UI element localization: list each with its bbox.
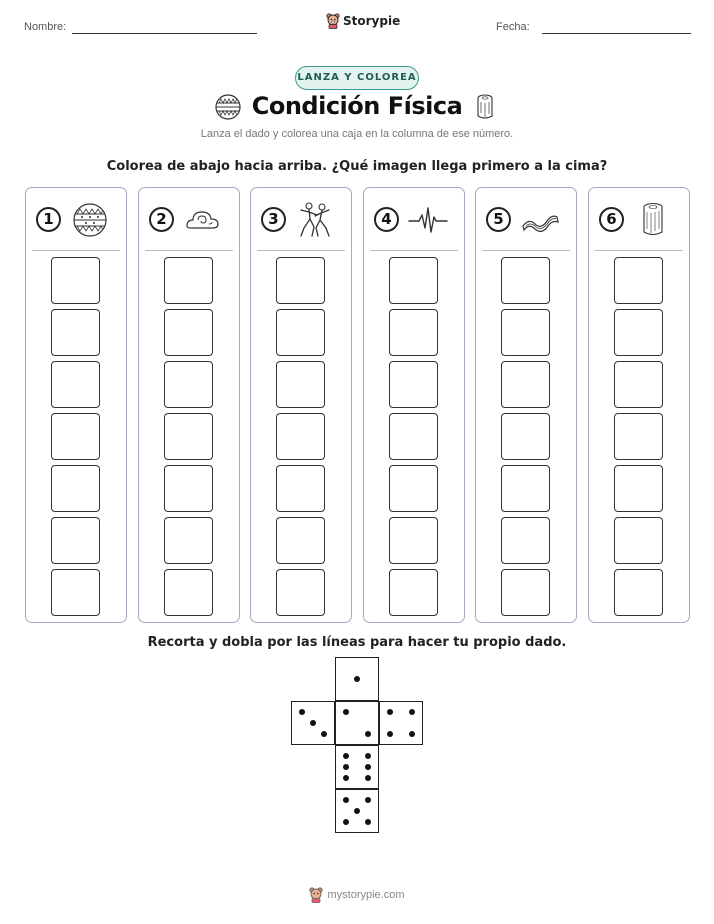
column-header [476,202,576,242]
column-6 [588,187,690,623]
coloring-box[interactable] [276,465,325,512]
die-pip [321,731,327,737]
tree-stump-icon [474,93,496,121]
coloring-box[interactable] [51,413,100,460]
tree-stump-icon [633,202,673,238]
coloring-box[interactable] [164,569,213,616]
die-pip [343,819,349,825]
column-divider [595,250,683,251]
date-line [542,33,691,34]
coloring-box[interactable] [501,517,550,564]
brand-name: Storypie [343,14,401,28]
coloring-box[interactable] [276,517,325,564]
coloring-box[interactable] [389,361,438,408]
coloring-box[interactable] [389,309,438,356]
column-header [589,202,689,242]
coloring-box[interactable] [614,413,663,460]
column-header [139,202,239,242]
coloring-box[interactable] [276,361,325,408]
cloud-swirl-icon [183,202,223,238]
coloring-box[interactable] [614,569,663,616]
column-number: 6 [599,207,624,232]
coloring-box[interactable] [614,465,663,512]
worksheet-header [0,0,714,50]
coloring-box[interactable] [614,517,663,564]
coloring-box[interactable] [276,257,325,304]
die-pip [343,775,349,781]
bacon-strip-icon [520,202,560,238]
column-5 [475,187,577,623]
coloring-box[interactable] [164,257,213,304]
coloring-box[interactable] [164,517,213,564]
column-2 [138,187,240,623]
coloring-box[interactable] [501,309,550,356]
column-3 [250,187,352,623]
name-line [72,33,257,34]
coloring-box[interactable] [389,465,438,512]
coloring-box[interactable] [164,309,213,356]
dancers-icon [295,202,335,238]
die-pip [365,764,371,770]
footer-url[interactable]: mystorypie.com [327,889,405,901]
coloring-box[interactable] [389,517,438,564]
coloring-box[interactable] [501,361,550,408]
coloring-box[interactable] [51,517,100,564]
die-pip [343,709,349,715]
column-number: 4 [374,207,399,232]
date-label: Fecha: [496,21,530,33]
die-face-3 [291,701,335,745]
die-pip [365,753,371,759]
die-face-6 [335,745,379,789]
die-face-4 [379,701,423,745]
subtitle: Lanza el dado y colorea una caja en la columna de ese número. [200,128,514,140]
column-divider [145,250,233,251]
coloring-box[interactable] [276,569,325,616]
column-divider [32,250,120,251]
heartbeat-icon [408,202,448,238]
die-pip [365,819,371,825]
column-divider [482,250,570,251]
column-divider [370,250,458,251]
die-pip [365,775,371,781]
coloring-box[interactable] [614,309,663,356]
die-pip [365,797,371,803]
coloring-box[interactable] [501,413,550,460]
coloring-box[interactable] [389,569,438,616]
die-pip [409,731,415,737]
die-face-5 [335,789,379,833]
column-number: 1 [36,207,61,232]
column-4 [363,187,465,623]
coloring-box[interactable] [51,257,100,304]
die-pip [365,731,371,737]
activity-badge: LANZA Y COLOREA [295,66,419,90]
column-number: 3 [261,207,286,232]
die-pip [343,753,349,759]
die-pip [387,709,393,715]
column-header [26,202,126,242]
die-pip [343,797,349,803]
name-label: Nombre: [24,21,67,33]
die-pip [299,709,305,715]
coloring-box[interactable] [164,361,213,408]
instruction-text: Colorea de abajo hacia arriba. ¿Qué imagen llega primero a la cima? [106,159,608,174]
coloring-box[interactable] [51,465,100,512]
storypie-logo [326,13,400,29]
coloring-box[interactable] [51,309,100,356]
coloring-box[interactable] [276,309,325,356]
coloring-box[interactable] [389,413,438,460]
coloring-box[interactable] [164,465,213,512]
die-pip [343,764,349,770]
die-pip [387,731,393,737]
die-pip [354,676,360,682]
cut-instruction: Recorta y dobla por las líneas para hacer tu propio dado. [147,635,567,650]
coloring-box[interactable] [389,257,438,304]
bear-mascot-icon [309,887,323,903]
coloring-box[interactable] [164,413,213,460]
column-header [364,202,464,242]
coloring-box[interactable] [501,569,550,616]
die-face-1 [335,657,379,701]
coloring-box[interactable] [276,413,325,460]
coloring-box[interactable] [51,361,100,408]
die-pip [354,808,360,814]
bear-mascot-icon [326,13,340,29]
die-pip [310,720,316,726]
page-title: Condición Física [251,92,463,120]
column-number: 2 [149,207,174,232]
coloring-box[interactable] [614,361,663,408]
column-1 [25,187,127,623]
decorated-ball-icon [70,202,110,238]
column-number: 5 [486,207,511,232]
column-divider [257,250,345,251]
die-face-2 [335,701,379,745]
coloring-box[interactable] [51,569,100,616]
coloring-box[interactable] [614,257,663,304]
coloring-box[interactable] [501,465,550,512]
coloring-box[interactable] [501,257,550,304]
column-header [251,202,351,242]
die-pip [409,709,415,715]
footer [0,887,714,903]
